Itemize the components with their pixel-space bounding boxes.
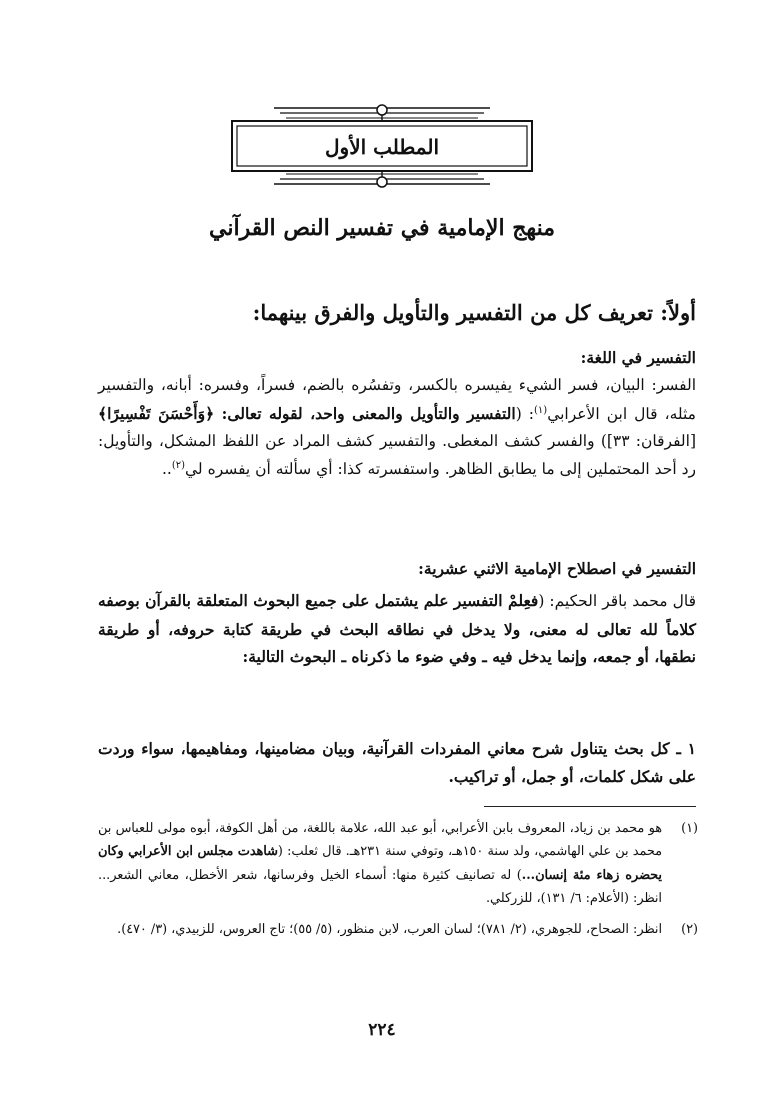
- lexical-text-2: : (: [515, 404, 535, 423]
- footnote-1-text-3: ) له تصانيف كثيرة منها: أسماء الخيل وفرسانها، شعر الأخطل، معاني الشعر... انظر: (الأعلام: ٦/ ١٣١)، للزركلي.: [98, 867, 662, 906]
- lexical-text-1: الفسر: البيان، فسر الشيء يفيسره بالكسر، وتفسُره بالضم، فسراً، وفسره: أبانه، والتفسير مثله، قال ابن الأعرابي: [98, 376, 696, 423]
- footnote-number: (٢): [681, 922, 698, 938]
- footnote-text: انظر: الصحاح، للجوهري، (٢/ ٧٨١)؛ لسان العرب، لابن منظور، (٥/ ٥٥)؛ تاج العروس، للزبيدي، (٣/ ٤٧٠).: [117, 922, 662, 938]
- main-heading: أولاً: تعريف كل من التفسير والتأويل والفرق بينهما:: [252, 300, 696, 325]
- section-label: المطلب الأول: [325, 135, 439, 159]
- terminology-intro: قال محمد باقر الحكيم: (: [538, 592, 696, 610]
- subheading-terminology: التفسير في اصطلاح الإمامية الاثني عشرية:: [418, 559, 696, 578]
- terminology-quote: فعِلمْ التفسير علم يشتمل على جميع البحوث المتعلقة بالقرآن بوصفه كلاماً لله تعالى له معنى، ولا يدخل في نطاقه البحث في طريقة كتابة حروفه، أو طريقة نطقها، أو جمعه، وإنما يدخل فيه ـ وفي ضوء ما ذكرناه ـ البحوث التالية:: [98, 591, 696, 666]
- footnote-text: [98, 817, 662, 910]
- footnote-1-quote: شاهدت مجلس ابن الأعرابي وكان يحضره زهاء مئة إنسان...: [98, 844, 662, 883]
- footnote-divider: [484, 806, 696, 807]
- footnote-ref-2[interactable]: (٢): [171, 459, 186, 471]
- page-number: ٢٢٤: [368, 1020, 396, 1040]
- footnote-1-text-1: هو محمد بن زياد، المعروف بابن الأعرابي، أبو عبد الله، علامة باللغة، من أهل الكوفة، أبوه مولى للعباس بن محمد بن علي الهاشمي، ولد سنة ١٥٠هـ، وتوفي سنة ٢٣١هـ. قال ثعلب: (: [98, 821, 662, 860]
- footnote-1: [98, 817, 698, 910]
- lexical-quote: التفسير والتأويل والمعنى واحد، لقوله تعالى: ﴿وَأَحْسَنَ تَفْسِيرًا﴾: [98, 403, 516, 423]
- footnote-2: [98, 918, 698, 941]
- lexical-text-5: ..: [161, 459, 172, 478]
- paragraph-terminology: [98, 587, 696, 671]
- lexical-text-4: [الفرقان: ٣٣]) والفسر كشف المغطى. والتفسير كشف المراد عن اللفظ المشكل، والتأويل: رد أحد المحتملين إلى ما يطابق الظاهر. واستفسرته كذا: أي سألته أن يفسره لي: [98, 432, 696, 478]
- footnote-number: (١): [681, 821, 698, 836]
- subheading-lexical: التفسير في اللغة:: [580, 348, 696, 367]
- footnote-ref-1[interactable]: (١): [534, 404, 548, 416]
- paragraph-lexical: [98, 372, 696, 483]
- footnotes: [98, 817, 698, 949]
- list-item-1: ١ ـ كل بحث يتناول شرح معاني المفردات القرآنية، وبيان مضامينها، ومفاهيمها، سواء وردت على شكل كلمات، أو جمل، أو تراكيب.: [98, 739, 696, 786]
- page-title: منهج الإمامية في تفسير النص القرآني: [209, 215, 555, 241]
